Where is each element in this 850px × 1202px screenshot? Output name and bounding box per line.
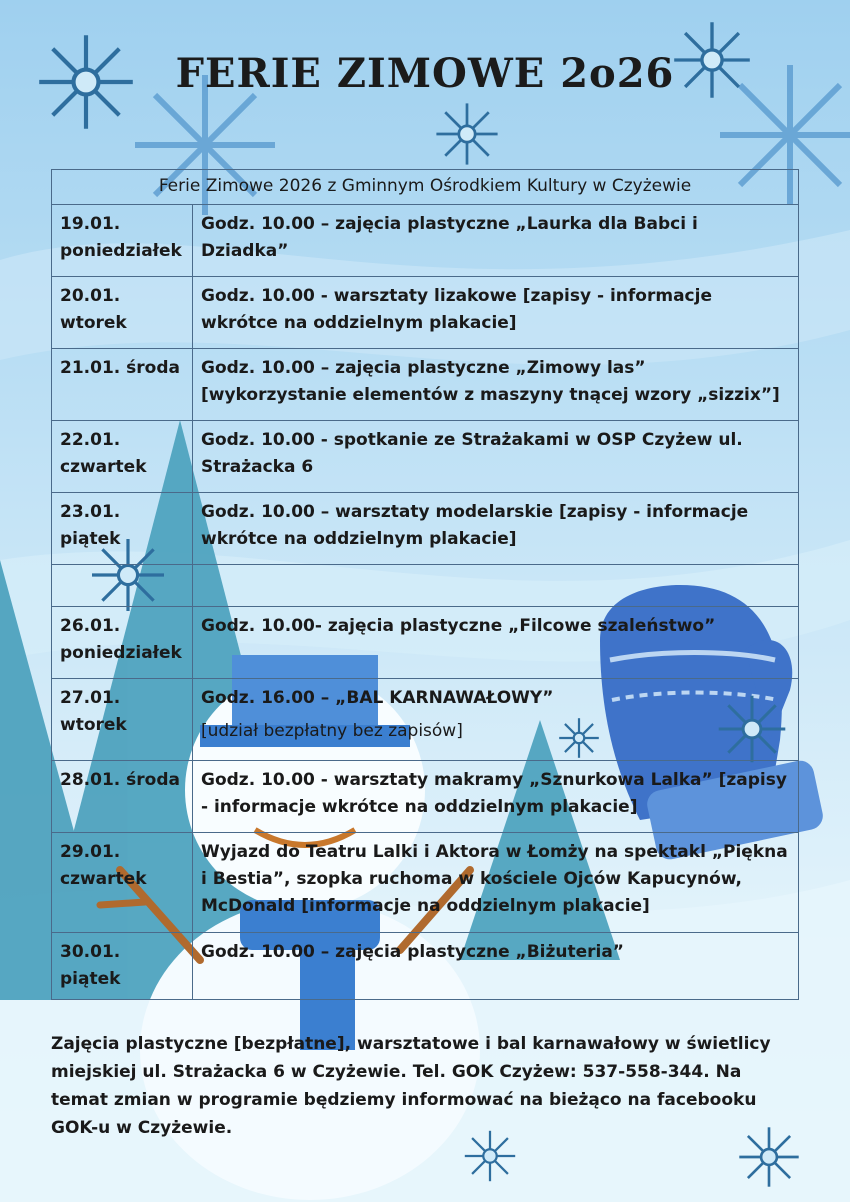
day-date: 30.01. piątek [60, 941, 121, 989]
day-name: wtorek [60, 714, 127, 735]
day-date: 27.01. [60, 687, 121, 708]
event-text: Godz. 10.00 – warsztaty modelarskie [zapisy - informacje wkrótce na oddzielnym plakacie] [201, 501, 749, 549]
table-row [52, 420, 799, 492]
day-cell [52, 204, 193, 276]
event-cell [193, 564, 799, 606]
event-note: [udział bezpłatny bez zapisów] [201, 720, 463, 741]
day-date: 23.01. piątek [60, 501, 121, 549]
event-text: Godz. 10.00 – zajęcia plastyczne „Laurka dla Babci i Dziadka” [201, 213, 698, 261]
event-cell [193, 492, 799, 564]
event-text: Godz. 16.00 – „BAL KARNAWAŁOWY” [201, 687, 554, 708]
day-cell [52, 420, 193, 492]
day-cell [52, 832, 193, 932]
table-header-row [52, 170, 799, 205]
event-text: Godz. 10.00 – zajęcia plastyczne „Biżuteria” [201, 941, 624, 962]
event-text: Wyjazd do Teatru Lalki i Aktora w Łomży na spektakl „Piękna i Bestia”, szopka ruchoma w kościele Ojców Kapucynów, McDonald [informacje na oddzielnym plakacie] [201, 841, 788, 916]
day-date: 20.01. [60, 285, 121, 306]
day-date: 19.01. [60, 213, 121, 234]
day-date: 29.01. [60, 841, 121, 862]
snowflake-icon [433, 100, 501, 168]
table-row-empty [52, 564, 799, 606]
table-row [52, 606, 799, 678]
event-cell [193, 932, 799, 999]
day-cell [52, 492, 193, 564]
event-text: Godz. 10.00 - spotkanie ze Strażakami w OSP Czyżew ul. Strażacka 6 [201, 429, 743, 477]
day-name: czwartek [60, 868, 147, 889]
event-text: Godz. 10.00- zajęcia plastyczne „Filcowe szaleństwo” [201, 615, 716, 636]
day-cell [52, 678, 193, 760]
event-cell [193, 832, 799, 932]
day-cell [52, 932, 193, 999]
event-cell [193, 760, 799, 832]
table-row [52, 932, 799, 999]
table-row [52, 348, 799, 420]
day-date: 28.01. środa [60, 769, 180, 790]
table-row [52, 204, 799, 276]
event-cell [193, 606, 799, 678]
event-cell [193, 276, 799, 348]
day-name: wtorek [60, 312, 127, 333]
event-cell [193, 420, 799, 492]
event-text: Godz. 10.00 – zajęcia plastyczne „Zimowy las” [wykorzystanie elementów z maszyny tnącej wzory „sizzix”] [201, 357, 780, 405]
table-row [52, 678, 799, 760]
table-row [52, 760, 799, 832]
event-cell [193, 348, 799, 420]
day-name: poniedziałek [60, 240, 182, 261]
footer-note: Zajęcia plastyczne [bezpłatne], warsztatowe i bal karnawałowy w świetlicy miejskiej ul. Strażacka 6 w Czyżewie. Tel. GOK Czyżew: 537-558-344. Na temat zmian w programie będziemy informować na bieżąco na facebooku GOK-u w Czyżewie. [51, 1034, 771, 1139]
page-title: FERIE ZIMOWE 2o26 [175, 50, 675, 97]
schedule-table [51, 169, 799, 1000]
day-date: 21.01. środa [60, 357, 180, 378]
day-date: 26.01. [60, 615, 121, 636]
event-cell [193, 678, 799, 760]
day-name: czwartek [60, 456, 147, 477]
day-date: 22.01. [60, 429, 121, 450]
table-row [52, 276, 799, 348]
day-name: poniedziałek [60, 642, 182, 663]
day-cell [52, 276, 193, 348]
table-header: Ferie Zimowe 2026 z Gminnym Ośrodkiem Kultury w Czyżewie [52, 170, 799, 205]
day-cell [52, 760, 193, 832]
day-cell [52, 606, 193, 678]
day-cell [52, 348, 193, 420]
day-cell [52, 564, 193, 606]
event-text: Godz. 10.00 - warsztaty lizakowe [zapisy - informacje wkrótce na oddzielnym plakacie] [201, 285, 712, 333]
table-row [52, 492, 799, 564]
event-text: Godz. 10.00 - warsztaty makramy „Sznurkowa Lalka” [zapisy - informacje wkrótce na oddzielnym plakacie] [201, 769, 787, 817]
table-row [52, 832, 799, 932]
event-cell [193, 204, 799, 276]
